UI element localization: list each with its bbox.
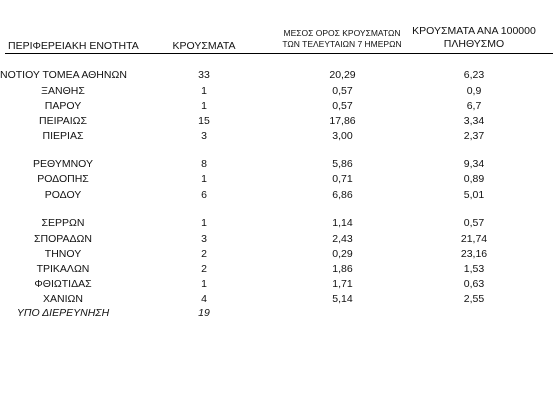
cases-per-100k: 23,16 [460, 248, 488, 260]
region-name: ΞΑΝΘΗΣ [41, 85, 85, 97]
cases-per-100k: 0,63 [463, 278, 485, 290]
avg-7day: 20,29 [329, 69, 356, 81]
cases-count: 3 [201, 130, 207, 142]
cases-per-100k: 6,23 [463, 69, 485, 81]
header-rate-line2: ΠΛΗΘΥΣΜΟ [443, 38, 505, 50]
cases-per-100k: 0,9 [466, 85, 482, 97]
region-name: ΧΑΝΙΩΝ [43, 293, 83, 305]
avg-7day: 0,57 [332, 100, 353, 112]
avg-7day: 5,86 [332, 158, 353, 170]
cases-per-100k: 5,01 [463, 189, 485, 201]
region-name: ΣΠΟΡΑΔΩΝ [34, 233, 92, 245]
cases-per-100k: 2,55 [463, 293, 485, 305]
cases-per-100k: 0,57 [463, 217, 485, 229]
avg-7day: 0,29 [332, 248, 353, 260]
cases-count: 1 [201, 85, 207, 97]
cases-count: 8 [201, 158, 207, 170]
avg-7day: 1,86 [332, 263, 353, 275]
region-name: ΡΟΔΟΠΗΣ [37, 173, 89, 185]
avg-7day: 0,57 [332, 85, 353, 97]
region-name: ΤΡΙΚΑΛΩΝ [36, 263, 90, 275]
cases-per-100k: 9,34 [463, 158, 485, 170]
cases-count: 1 [201, 173, 207, 185]
cases-count: 1 [201, 100, 207, 112]
cases-count: 1 [201, 278, 207, 290]
cases-count: 4 [201, 293, 207, 305]
region-name: ΦΘΙΩΤΙΔΑΣ [34, 278, 92, 290]
cases-count: 33 [198, 69, 210, 81]
cases-count: 2 [201, 263, 207, 275]
region-name: ΤΗΝΟΥ [44, 248, 82, 260]
cases-per-100k: 3,34 [463, 115, 485, 127]
cases-per-100k: 0,89 [463, 173, 485, 185]
cases-per-100k: 1,53 [463, 263, 485, 275]
avg-7day: 1,14 [332, 217, 353, 229]
cases-per-100k: 2,37 [463, 130, 485, 142]
cases-count: 1 [201, 217, 207, 229]
header-avg-line1: ΜΕΣΟΣ ΟΡΟΣ ΚΡΟΥΣΜΑΤΩΝ [283, 28, 401, 38]
region-name: ΠΕΙΡΑΙΩΣ [39, 115, 87, 127]
header-region: ΠΕΡΙΦΕΡΕΙΑΚΗ ΕΝΟΤΗΤΑ [8, 40, 139, 52]
avg-7day: 2,43 [332, 233, 353, 245]
under-investigation-cases: 19 [198, 307, 210, 319]
avg-7day: 5,14 [332, 293, 353, 305]
region-name: ΣΕΡΡΩΝ [41, 217, 85, 229]
region-name: ΝΟΤΙΟΥ ΤΟΜΕΑ ΑΘΗΝΩΝ [0, 69, 127, 81]
cases-per-100k: 6,7 [466, 100, 482, 112]
header-avg-line2: ΤΩΝ ΤΕΛΕΥΤΑΙΩΝ 7 ΗΜΕΡΩΝ [282, 39, 402, 49]
under-investigation-label: ΥΠΟ ΔΙΕΡΕΥΝΗΣΗ [16, 307, 110, 319]
avg-7day: 6,86 [332, 189, 353, 201]
avg-7day: 1,71 [332, 278, 353, 290]
avg-7day: 0,71 [332, 173, 353, 185]
avg-7day: 17,86 [329, 115, 356, 127]
region-name: ΠΙΕΡΙΑΣ [42, 130, 84, 142]
cases-count: 6 [201, 189, 207, 201]
region-name: ΡΕΘΥΜΝΟΥ [32, 158, 93, 170]
region-name: ΡΟΔΟΥ [44, 189, 82, 201]
region-name: ΠΑΡΟΥ [44, 100, 82, 112]
cases-count: 15 [198, 115, 210, 127]
header-divider [5, 53, 553, 54]
header-rate-line1: ΚΡΟΥΣΜΑΤΑ ΑΝΑ 100000 [412, 25, 536, 37]
cases-per-100k: 21,74 [460, 233, 488, 245]
cases-count: 2 [201, 248, 207, 260]
header-cases: ΚΡΟΥΣΜΑΤΑ [172, 40, 236, 52]
avg-7day: 3,00 [332, 130, 353, 142]
cases-count: 3 [201, 233, 207, 245]
